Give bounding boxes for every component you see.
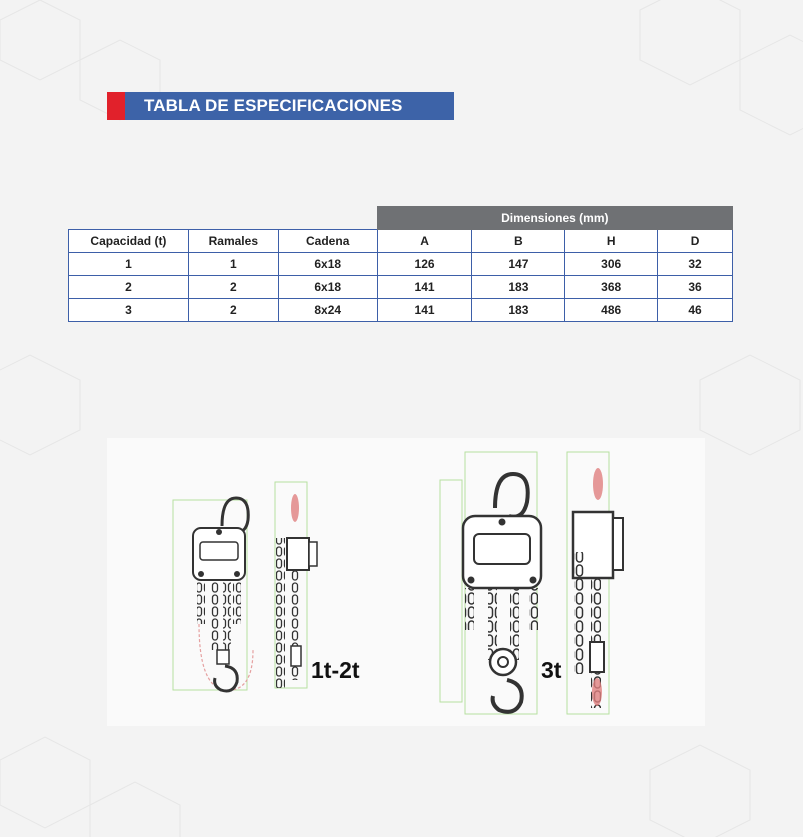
column-header-ramales: Ramales <box>188 230 278 253</box>
table-cell: 2 <box>188 276 278 299</box>
table-cell: 183 <box>472 276 565 299</box>
column-header-a: A <box>377 230 472 253</box>
table-cell: 8x24 <box>278 299 377 322</box>
dimensions-group-header: Dimensiones (mm) <box>377 207 732 230</box>
table-cell: 6x18 <box>278 276 377 299</box>
specifications-table <box>68 206 733 322</box>
section-title: TABLA DE ESPECIFICACIONES <box>144 96 403 115</box>
label-1t-2t: 1t-2t <box>311 657 360 683</box>
table-row <box>69 276 733 299</box>
hoist-diagrams <box>107 438 705 726</box>
column-header-b: B <box>472 230 565 253</box>
table-header-row <box>69 230 733 253</box>
table-cell: 2 <box>188 299 278 322</box>
table-cell: 6x18 <box>278 253 377 276</box>
table-cell: 306 <box>565 253 658 276</box>
large-hoist-front-view <box>440 452 541 714</box>
table-cell: 147 <box>472 253 565 276</box>
column-header-h: H <box>565 230 658 253</box>
table-cell: 3 <box>69 299 189 322</box>
group-header-row <box>69 207 733 230</box>
title-accent-stripe <box>107 92 125 120</box>
column-header-d: D <box>658 230 733 253</box>
table-cell: 46 <box>658 299 733 322</box>
section-title-bar <box>107 92 454 120</box>
table-cell: 36 <box>658 276 733 299</box>
table-cell: 2 <box>69 276 189 299</box>
column-header-capacidad: Capacidad (t) <box>69 230 189 253</box>
table-cell: 1 <box>188 253 278 276</box>
table-cell: 141 <box>377 299 472 322</box>
large-hoist-side-view <box>567 452 623 714</box>
table-row <box>69 253 733 276</box>
table-row <box>69 299 733 322</box>
table-cell: 32 <box>658 253 733 276</box>
label-3t: 3t <box>541 657 562 683</box>
table-cell: 368 <box>565 276 658 299</box>
table-cell: 1 <box>69 253 189 276</box>
table-cell: 141 <box>377 276 472 299</box>
table-cell: 486 <box>565 299 658 322</box>
small-hoist-front-view <box>173 498 253 691</box>
column-header-cadena: Cadena <box>278 230 377 253</box>
table-cell: 126 <box>377 253 472 276</box>
hoist-drawings-svg <box>107 438 705 726</box>
table-cell: 183 <box>472 299 565 322</box>
